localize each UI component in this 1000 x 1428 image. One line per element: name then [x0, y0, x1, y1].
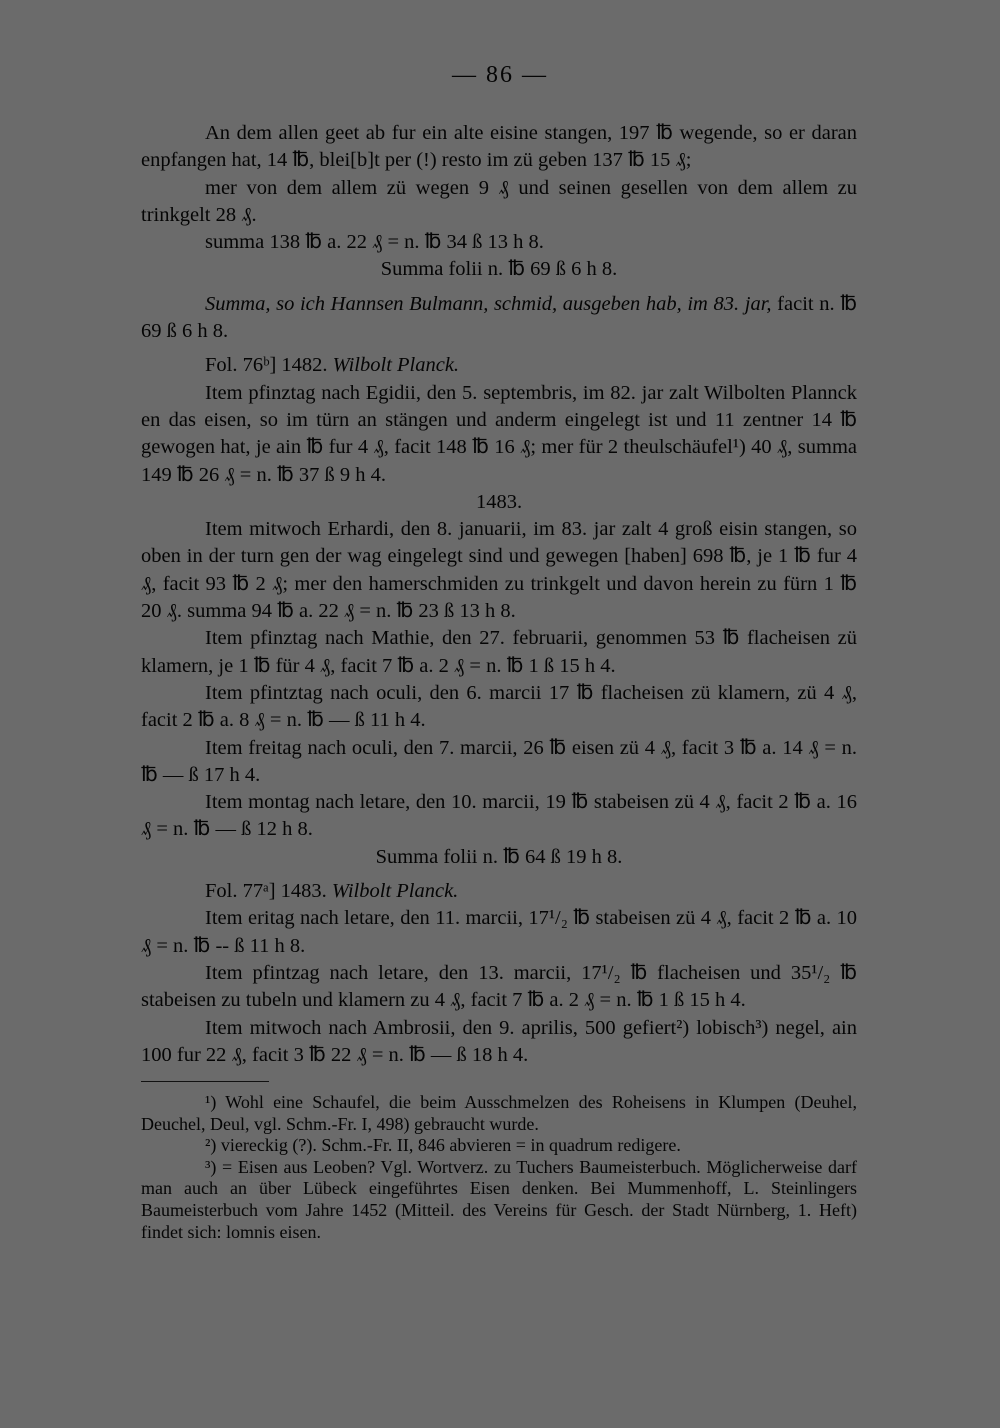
- folio-sum: Summa folii n. ℔ 69 ß 6 h 8.: [380, 258, 618, 281]
- entry-paragraph: An dem allen geet ab fur ein alte eisine stangen, 197 ℔ wegende, so er daran enpfangen hat, 14 ℔, blei[b]t per (!) resto im zü geben 137 ℔ 15 ₰;: [141, 122, 857, 172]
- footnote-divider: [141, 1081, 269, 1082]
- entry-paragraph: Item pfintzag nach letare, den 13. marcii, 17¹/₂ ℔ flacheisen und 35¹/₂ ℔ stabeisen zu tubeln und klamern zu 4 ₰, facit 7 ℔ a. 2 ₰ = n. ℔ 1 ß 15 h 4.: [141, 961, 857, 1012]
- entry-paragraph: Item montag nach letare, den 10. marcii, 19 ℔ stabeisen zü 4 ₰, facit 2 ℔ a. 16 ₰ = n. ℔ — ß 12 h 8.: [141, 791, 857, 841]
- year-heading: 1483.: [475, 490, 523, 513]
- sum-line: summa 138 ℔ a. 22 ₰ = n. ℔ 34 ß 13 h 8.: [205, 231, 544, 254]
- footnote-3: ³) = Eisen aus Leoben? Vgl. Wortverz. zu Tuchers Baumeisterbuch. Möglicherweise darf man auch an über Lübeck eingeführtes Eisen denken. Bei Mummenhoff, L. Steinlingers Baumeisterbuch vom Jahre 1452 (Mitteil. des Vereins für Gesch. der Stadt Nürnberg, 1. Heft) findet sich: lomnis eisen.: [141, 1156, 857, 1242]
- total-line-italic: Summa, so ich Hannsen Bulmann, schmid, ausgeben hab, im 83. jar,: [205, 292, 772, 315]
- entry-paragraph: Item freitag nach oculi, den 7. marcii, 26 ℔ eisen zü 4 ₰, facit 3 ℔ a. 14 ₰ = n. ℔ — ß 17 h 4.: [141, 736, 857, 786]
- folio-name: Wilbolt Planck.: [332, 354, 460, 377]
- folio-ref: Fol. 76ᵇ] 1482.: [205, 354, 333, 377]
- folio-name: Wilbolt Planck.: [331, 880, 459, 903]
- entry-paragraph: Item eritag nach letare, den 11. marcii, 17¹/₂ ℔ stabeisen zü 4 ₰, facit 2 ℔ a. 10 ₰ = n. ℔ -- ß 11 h 8.: [141, 907, 857, 957]
- footnote-2: ²) viereckig (?). Schm.-Fr. II, 846 abvieren = in quadrum redigere.: [205, 1135, 681, 1156]
- folio-heading: [141, 878, 857, 905]
- entry-paragraph: mer von dem allem zü wegen 9 ₰ und seinen gesellen von dem allem zu trinkgelt 28 ₰.: [141, 176, 857, 226]
- footnote-1: ¹) Wohl eine Schaufel, die beim Ausschmelzen des Roheisens in Klumpen (Deuhel, Deuchel, Deul, vgl. Schm.-Fr. I, 498) gebraucht wurde.: [141, 1092, 857, 1134]
- total-line: [141, 291, 857, 346]
- entry-paragraph: Item pfinztag nach Mathie, den 27. februarii, genommen 53 ℔ flacheisen zü klamern, je 1 ℔ für 4 ₰, facit 7 ℔ a. 2 ₰ = n. ℔ 1 ß 15 h 4.: [141, 627, 857, 677]
- folio-heading: [141, 352, 857, 379]
- page-body: [141, 120, 857, 1243]
- entry-paragraph: Item mitwoch nach Ambrosii, den 9. aprilis, 500 gefiert²) lobisch³) negel, ain 100 fur 22 ₰, facit 3 ℔ 22 ₰ = n. ℔ — ß 18 h 4.: [141, 1016, 857, 1066]
- footnotes: [141, 1092, 857, 1243]
- page-number: — 86 —: [452, 62, 548, 88]
- folio-ref: Fol. 77ᵃ] 1483.: [205, 880, 332, 903]
- entry-paragraph: Item pfintztag nach oculi, den 6. marcii 17 ℔ flacheisen zü klamern, zü 4 ₰, facit 2 ℔ a. 8 ₰ = n. ℔ — ß 11 h 4.: [141, 681, 857, 732]
- entry-paragraph: Item pfinztag nach Egidii, den 5. septembris, im 82. jar zalt Wilbolten Plannck en das eisen, so im türn an stängen und anderm eingelegt ist und 11 zentner 14 ℔ gewogen hat, je ain ℔ fur 4 ₰, facit 148 ℔ 16 ₰; mer für 2 theulschäufel¹) 40 ₰, summa 149 ℔ 26 ₰ = n. ℔ 37 ß 9 h 4.: [141, 381, 857, 486]
- folio-sum: Summa folii n. ℔ 64 ß 19 h 8.: [375, 845, 623, 868]
- entry-paragraph: Item mitwoch Erhardi, den 8. januarii, im 83. jar zalt 4 groß eisin stangen, so oben in der turn gen der wag eingelegt sind und gewegen [haben] 698 ℔, je 1 ℔ fur 4 ₰, facit 93 ℔ 2 ₰; mer den hamerschmiden zu trinkgelt und davon herein zu fürn 1 ℔ 20 ₰. summa 94 ℔ a. 22 ₰ = n. ℔ 23 ß 13 h 8.: [141, 518, 857, 623]
- total-line-facit: facit n. ℔ 69 ß 6 h 8.: [141, 292, 857, 343]
